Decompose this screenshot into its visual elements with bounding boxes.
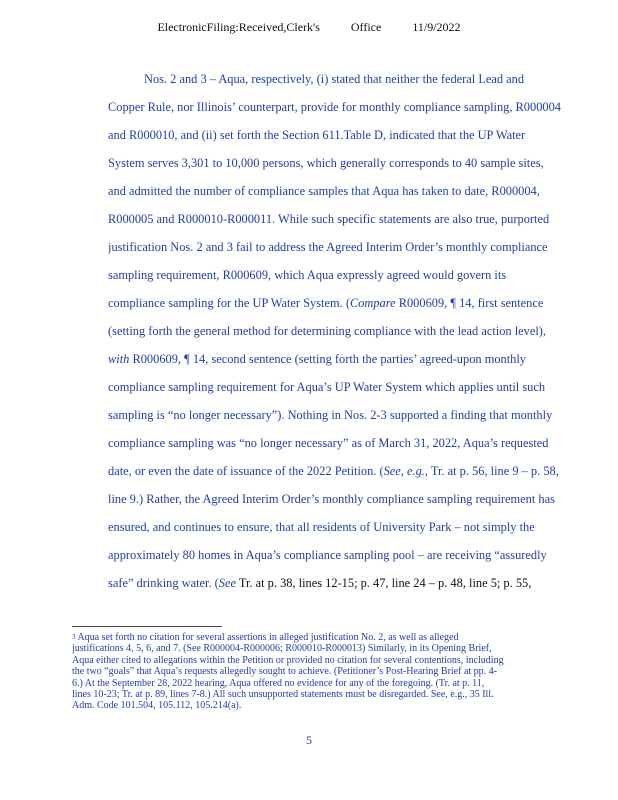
body-line xyxy=(108,574,590,602)
header-filing: ElectronicFiling:Received,Clerk's xyxy=(157,20,320,34)
header-office: Office xyxy=(350,20,382,34)
see-eg-signal: See, e.g., xyxy=(383,464,428,478)
body-line: sampling requirement, R000609, which Aqua expressly agreed would govern its xyxy=(108,268,507,282)
body-line: approximately 80 homes in Aqua’s compliance sampling pool – are receiving “assuredly xyxy=(108,548,547,562)
body-line: justification Nos. 2 and 3 fail to address the Agreed Interim Order’s monthly compliance xyxy=(108,240,548,254)
body-line: line 9.) Rather, the Agreed Interim Order’s monthly compliance sampling requirement has xyxy=(108,492,555,506)
footnote-line: Adm. Code 101.504, 105.112, 105.214(a). xyxy=(72,700,242,712)
body-line: and admitted the number of compliance samples that Aqua has taken to date, R000004, xyxy=(108,184,540,198)
footnote-line: Aqua either cited to allegations within the Petition or provided no citation for several contentions, including xyxy=(72,654,504,666)
body-line: ensured, and continues to ensure, that all residents of University Park – not simply the xyxy=(108,520,535,534)
footnote-line xyxy=(72,632,550,643)
footnote xyxy=(72,632,550,712)
body-line-text: date, or even the date of issuance of the 2022 Petition. ( xyxy=(108,464,384,478)
body-line: compliance sampling was “no longer necessary” as of March 31, 2022, Aqua’s requested xyxy=(108,436,549,450)
footnote-divider xyxy=(72,626,222,627)
see-signal: See xyxy=(218,576,236,590)
footnote-line-text: Aqua set forth no citation for several assertions in alleged justification No. 2, as well as alleged xyxy=(75,632,459,643)
footnote-line: justifications 4, 5, 6, and 7. (See R000004-R000006; R000010-R000013) Similarly, in its Opening Brief, xyxy=(72,643,492,655)
body-line: sampling is “no longer necessary”). Nothing in Nos. 2-3 supported a finding that monthly xyxy=(108,408,553,422)
body-line: (setting forth the general method for determining compliance with the lead action level), xyxy=(108,324,546,338)
footnote-line: the two “goals” that Aqua’s requests allegedly sought to achieve. (Petitioner’s Post-Hearing Brief at pp. 4- xyxy=(72,666,497,678)
body-line: System serves 3,301 to 10,000 persons, which generally corresponds to 40 sample sites, xyxy=(108,156,544,170)
footnote-line: 6.) At the September 28, 2022 hearing, Aqua offered no evidence for any of the foregoing. (Tr. at p. 11, xyxy=(72,677,485,689)
footnote-marker: 3 xyxy=(72,633,76,641)
header-date: 11/9/2022 xyxy=(412,20,461,34)
body-line xyxy=(108,294,590,322)
body-line xyxy=(108,350,590,378)
see-eg-citation: Tr. at p. 56, line 9 – p. 58, xyxy=(428,464,559,478)
body-line: compliance sampling requirement for Aqua’s UP Water System which applies until such xyxy=(108,380,546,394)
body-line: R000005 and R000010-R000011. While such specific statements are also true, purported xyxy=(108,212,550,226)
body-line-text: R000609, ¶ 14, second sentence (setting forth the parties’ agreed-upon monthly xyxy=(132,352,526,366)
body-line: and R000010, and (ii) set forth the Section 611.Table D, indicated that the UP Water xyxy=(108,128,526,142)
footnote-line: lines 10-23; Tr. at p. 89, lines 7-8.) All such unsupported statements must be disregarded. See, e.g., 35 Ill. xyxy=(72,689,494,701)
body-paragraph xyxy=(108,70,590,602)
body-line: Nos. 2 and 3 – Aqua, respectively, (i) stated that neither the federal Lead and xyxy=(144,72,525,86)
body-line-text: compliance sampling for the UP Water System. ( xyxy=(108,296,350,310)
compare-signal: Compare xyxy=(349,296,396,310)
page-number: 5 xyxy=(306,733,312,747)
with-signal: with xyxy=(108,352,130,366)
body-line-text: safe” drinking water. ( xyxy=(108,576,219,590)
compare-citation: R000609, ¶ 14, first sentence xyxy=(395,296,544,310)
see-citation: Tr. at p. 38, lines 12-15; p. 47, line 24 – p. 48, line 5; p. 55, xyxy=(236,576,532,590)
efiling-header xyxy=(0,20,618,35)
body-line xyxy=(108,462,590,490)
body-line: Copper Rule, nor Illinois’ counterpart, provide for monthly compliance sampling, R000004 xyxy=(108,100,561,114)
